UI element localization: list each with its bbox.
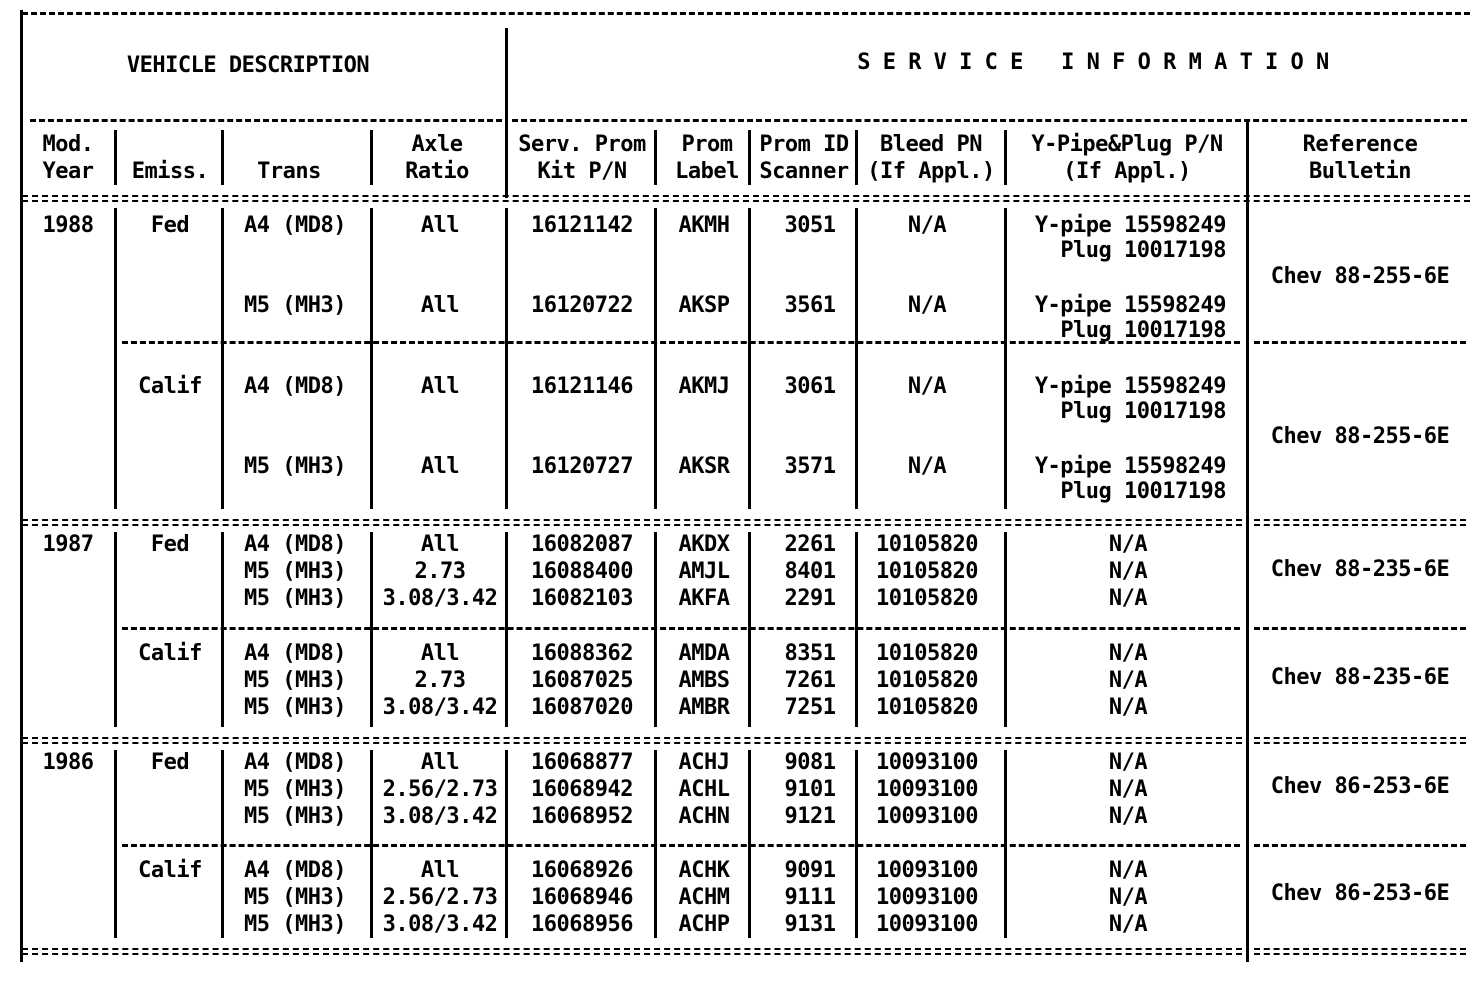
reference-bulletin: Chev 88-255-6E [1270,424,1450,449]
transmission: M5 (MH3) [244,804,346,829]
y-pipe-plug-part-number: Plug 10017198 [1060,399,1226,424]
prom-label: ACHK [678,858,730,883]
axle-ratio: 2.73 [414,668,466,693]
bleed-part-number: 10105820 [876,532,978,557]
prom-id-scanner: 7251 [784,695,836,720]
y-pipe-plug-part-number: N/A [1108,858,1148,883]
transmission: M5 (MH3) [244,586,346,611]
prom-label: AKFA [678,586,730,611]
y-pipe-plug-part-number: N/A [1108,804,1148,829]
column-header-line2: (If Appl.) [867,159,995,184]
y-pipe-plug-part-number: N/A [1108,586,1148,611]
column-divider [654,130,657,185]
prom-id-scanner: 9121 [784,804,836,829]
prom-label: ACHP [678,912,730,937]
transmission: A4 (MD8) [244,213,346,238]
prom-kit-part-number: 16068946 [531,885,633,910]
transmission: M5 (MH3) [244,885,346,910]
transmission: A4 (MD8) [244,641,346,666]
reference-divider-line [1254,627,1466,630]
column-header-line1: Reference [1302,132,1418,157]
reference-divider-line [1254,844,1466,847]
transmission: M5 (MH3) [244,559,346,584]
transmission: M5 (MH3) [244,777,346,802]
bleed-part-number: 10093100 [876,912,978,937]
bleed-part-number: 10105820 [876,668,978,693]
model-year: 1986 [42,750,94,775]
prom-label: ACHM [678,885,730,910]
left-border [20,10,23,962]
y-pipe-plug-part-number: Y-pipe 15598249 [1034,213,1226,238]
column-divider [654,532,657,727]
y-pipe-plug-part-number: Y-pipe 15598249 [1034,454,1226,479]
prom-id-scanner: 9091 [784,858,836,883]
vehicle-description-heading: VEHICLE DESCRIPTION [126,53,370,78]
axle-ratio: 3.08/3.42 [382,912,498,937]
axle-ratio: All [420,374,460,399]
column-header-line2: Scanner [759,159,849,184]
transmission: M5 (MH3) [244,912,346,937]
column-header-line1: Prom ID [759,132,849,157]
column-divider [370,208,373,509]
y-pipe-plug-part-number: N/A [1108,750,1148,775]
prom-label: AKSP [678,293,730,318]
prom-id-scanner: 3561 [784,293,836,318]
column-divider [748,208,751,509]
prom-id-scanner: 8401 [784,559,836,584]
model-year: 1988 [42,213,94,238]
column-divider [114,532,117,727]
prom-kit-part-number: 16068926 [531,858,633,883]
emission-type: Fed [150,532,190,557]
transmission: M5 (MH3) [244,293,346,318]
prom-kit-part-number: 16088400 [531,559,633,584]
prom-id-scanner: 8351 [784,641,836,666]
bleed-part-number: 10105820 [876,586,978,611]
column-divider [370,130,373,185]
transmission: M5 (MH3) [244,695,346,720]
column-header-line2: Year [42,159,94,184]
column-header-line1: Mod. [42,132,94,157]
y-pipe-plug-part-number: N/A [1108,695,1148,720]
model-year: 1987 [42,532,94,557]
prom-kit-part-number: 16082103 [531,586,633,611]
prom-label: ACHJ [678,750,730,775]
transmission: M5 (MH3) [244,668,346,693]
prom-id-scanner: 2291 [784,586,836,611]
emission-type: Fed [150,750,190,775]
reference-bulletin: Chev 86-253-6E [1270,881,1450,906]
prom-id-scanner: 7261 [784,668,836,693]
section-double-rule [22,948,1242,955]
bleed-part-number: 10105820 [876,559,978,584]
axle-ratio: All [420,213,460,238]
prom-id-scanner: 9131 [784,912,836,937]
bleed-part-number: N/A [907,374,947,399]
column-divider [221,130,224,185]
bleed-part-number: 10093100 [876,885,978,910]
y-pipe-plug-part-number: Plug 10017198 [1060,318,1226,343]
axle-ratio: All [420,454,460,479]
prom-kit-part-number: 16121142 [531,213,633,238]
column-divider [505,208,508,509]
column-header-line1: Bleed PN [880,132,982,157]
prom-label: AMBS [678,668,730,693]
prom-label: AKDX [678,532,730,557]
emission-type: Calif [138,374,202,399]
column-header-line1: Prom [681,132,733,157]
emission-divider [122,844,1240,847]
section-double-rule [22,737,1242,744]
column-divider [855,208,858,509]
prom-kit-part-number: 16087020 [531,695,633,720]
emission-type: Calif [138,641,202,666]
column-header-line2: Emiss. [131,159,209,184]
axle-ratio: 2.73 [414,559,466,584]
header-rule-right [512,119,1467,122]
reference-bulletin: Chev 88-235-6E [1270,665,1450,690]
prom-kit-part-number: 16121146 [531,374,633,399]
axle-ratio: All [420,293,460,318]
emission-type: Calif [138,858,202,883]
transmission: A4 (MD8) [244,750,346,775]
y-pipe-plug-part-number: N/A [1108,668,1148,693]
column-header-line2: Trans [257,159,321,184]
header-rule-left [30,119,502,122]
header-double-rule [22,195,1470,202]
emission-type: Fed [150,213,190,238]
prom-kit-part-number: 16088362 [531,641,633,666]
prom-label: AMBR [678,695,730,720]
service-information-heading: S E R V I C E I N F O R M A T I O N [857,50,1329,75]
prom-id-scanner: 3051 [784,213,836,238]
column-header-line2: (If Appl.) [1063,159,1191,184]
y-pipe-plug-part-number: N/A [1108,559,1148,584]
reference-bulletin: Chev 88-255-6E [1270,264,1450,289]
prom-kit-part-number: 16120722 [531,293,633,318]
section-double-rule-reference [1254,948,1466,955]
top-rule [22,12,1470,15]
column-divider [114,130,117,185]
prom-kit-part-number: 16068952 [531,804,633,829]
reference-divider [1246,120,1249,962]
bleed-part-number: 10093100 [876,858,978,883]
prom-kit-part-number: 16120727 [531,454,633,479]
prom-label: AKMJ [678,374,730,399]
reference-bulletin: Chev 88-235-6E [1270,557,1450,582]
axle-ratio: All [420,858,460,883]
axle-ratio: 2.56/2.73 [382,885,498,910]
column-header-line2: Label [675,159,739,184]
axle-ratio: 3.08/3.42 [382,804,498,829]
prom-label: AMDA [678,641,730,666]
prom-id-scanner: 3061 [784,374,836,399]
section-double-rule [22,519,1242,526]
column-divider [748,130,751,185]
column-divider [748,532,751,727]
column-header-line2: Kit P/N [537,159,627,184]
column-header-line1: Serv. Prom [518,132,646,157]
prom-id-scanner: 9111 [784,885,836,910]
transmission: A4 (MD8) [244,532,346,557]
column-divider [370,532,373,727]
prom-id-scanner: 9101 [784,777,836,802]
column-divider [221,208,224,509]
column-divider [114,750,117,938]
prom-label: ACHN [678,804,730,829]
prom-id-scanner: 3571 [784,454,836,479]
axle-ratio: 3.08/3.42 [382,586,498,611]
bleed-part-number: 10093100 [876,777,978,802]
column-divider [221,532,224,727]
prom-kit-part-number: 16068942 [531,777,633,802]
prom-id-scanner: 2261 [784,532,836,557]
axle-ratio: All [420,532,460,557]
axle-ratio: All [420,641,460,666]
bleed-part-number: N/A [907,454,947,479]
column-divider [1004,532,1007,727]
section-double-rule-reference [1254,737,1466,744]
y-pipe-plug-part-number: Plug 10017198 [1060,479,1226,504]
column-divider [855,532,858,727]
column-divider [1004,130,1007,185]
prom-kit-part-number: 16068877 [531,750,633,775]
emission-divider [122,627,1240,630]
column-divider [505,532,508,727]
column-divider [114,208,117,509]
column-header-line2: Bulletin [1309,159,1411,184]
column-header-line1: Y-Pipe&Plug P/N [1031,132,1223,157]
prom-id-scanner: 9081 [784,750,836,775]
prom-label: ACHL [678,777,730,802]
bleed-part-number: 10093100 [876,804,978,829]
y-pipe-plug-part-number: N/A [1108,777,1148,802]
bleed-part-number: 10105820 [876,641,978,666]
prom-label: AKSR [678,454,730,479]
column-header-line2: Ratio [405,159,469,184]
y-pipe-plug-part-number: N/A [1108,885,1148,910]
transmission: A4 (MD8) [244,858,346,883]
y-pipe-plug-part-number: Plug 10017198 [1060,238,1226,263]
column-divider [855,130,858,185]
transmission: A4 (MD8) [244,374,346,399]
emission-divider [122,341,1240,344]
column-divider [1004,208,1007,509]
column-divider [654,208,657,509]
column-divider [505,130,508,185]
y-pipe-plug-part-number: Y-pipe 15598249 [1034,374,1226,399]
reference-divider-line [1254,341,1466,344]
bleed-part-number: N/A [907,293,947,318]
bleed-part-number: N/A [907,213,947,238]
prom-kit-part-number: 16068956 [531,912,633,937]
section-double-rule-reference [1254,519,1466,526]
transmission: M5 (MH3) [244,454,346,479]
prom-kit-part-number: 16082087 [531,532,633,557]
prom-label: AKMH [678,213,730,238]
bleed-part-number: 10093100 [876,750,978,775]
y-pipe-plug-part-number: N/A [1108,912,1148,937]
reference-bulletin: Chev 86-253-6E [1270,774,1450,799]
bleed-part-number: 10105820 [876,695,978,720]
y-pipe-plug-part-number: N/A [1108,532,1148,557]
y-pipe-plug-part-number: N/A [1108,641,1148,666]
axle-ratio: 3.08/3.42 [382,695,498,720]
axle-ratio: 2.56/2.73 [382,777,498,802]
prom-kit-part-number: 16087025 [531,668,633,693]
column-header-line1: Axle [411,132,463,157]
prom-label: AMJL [678,559,730,584]
y-pipe-plug-part-number: Y-pipe 15598249 [1034,293,1226,318]
axle-ratio: All [420,750,460,775]
